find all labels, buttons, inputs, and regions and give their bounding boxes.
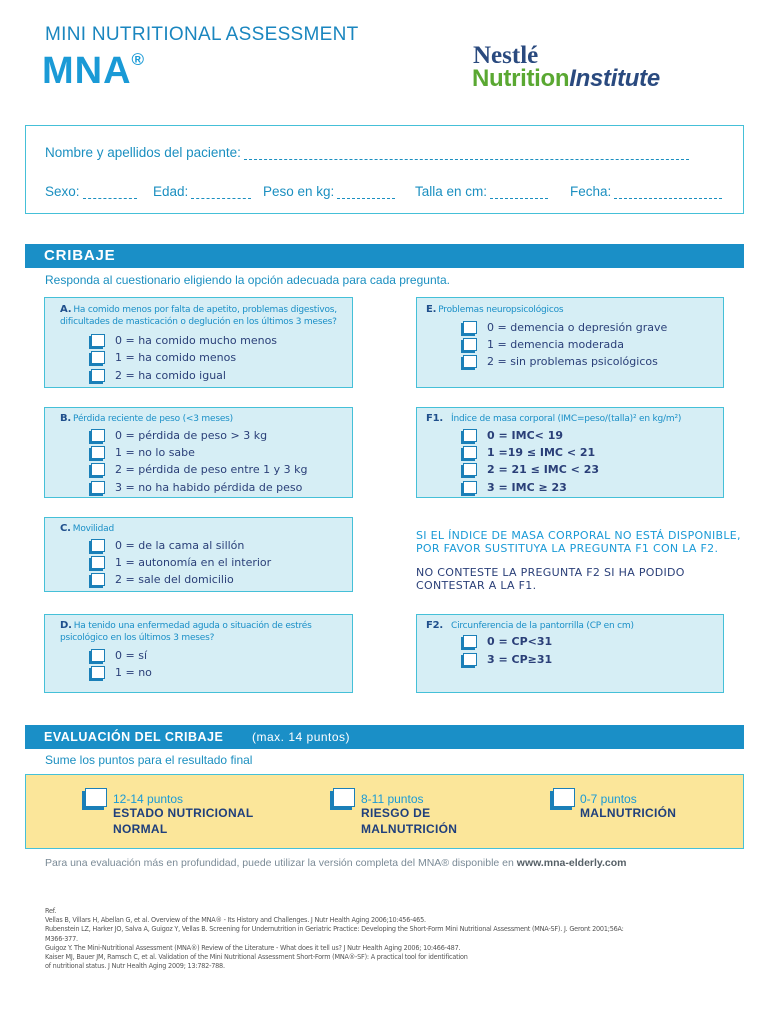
reference-line: Rubenstein LZ, Harker JO, Salva A, Guigoz Y, Vellas B. Screening for Undernutrition in Geriatric Practice: Developing the Short-Form Mini Nutritional Assessment (MNA-SF). J. Geront 2001;56A: xyxy=(45,924,624,934)
question-f2-title xyxy=(426,620,634,632)
question-e-box xyxy=(416,297,724,388)
age-field[interactable] xyxy=(153,184,251,199)
option-f2-0[interactable] xyxy=(463,635,552,648)
height-field[interactable] xyxy=(415,184,548,199)
option-b-2[interactable] xyxy=(91,463,307,476)
option-f1-2[interactable] xyxy=(463,463,599,476)
reference-line: Vellas B, Villars H, Abellan G, et al. Overview of the MNA® - Its History and Challenges. J Nutr Health Aging 2006;10:456-465. xyxy=(45,915,426,925)
checkbox[interactable] xyxy=(91,556,105,569)
option-label: 2 = pérdida de peso entre 1 y 3 kg xyxy=(115,463,308,476)
nestle-nutrition-institute-logo xyxy=(472,42,732,92)
question-b-line1: Pérdida reciente de peso (<3 meses) xyxy=(73,414,233,424)
question-a-line1: Ha comido menos por falta de apetito, problemas digestivos, xyxy=(73,305,337,315)
result-risk-checkbox[interactable] xyxy=(333,788,355,807)
checkbox[interactable] xyxy=(91,334,105,347)
date-label: Fecha: xyxy=(570,184,612,199)
references xyxy=(45,906,624,970)
checkbox[interactable] xyxy=(463,463,477,476)
f2-note xyxy=(416,566,685,592)
question-d-line2: psicológico en los últimos 3 meses? xyxy=(60,633,215,643)
question-d-line1: Ha tenido una enfermedad aguda o situación de estrés xyxy=(73,621,312,631)
age-label: Edad: xyxy=(153,184,189,199)
result-normal-checkbox[interactable] xyxy=(85,788,107,807)
option-e-2[interactable] xyxy=(463,355,658,368)
logo-institute-word: Institute xyxy=(569,65,660,92)
option-label: 3 = CP≥31 xyxy=(487,653,553,666)
date-line[interactable] xyxy=(614,187,722,199)
form-title-text: MNA xyxy=(42,50,132,92)
checkbox[interactable] xyxy=(91,429,105,442)
question-f2-letter: F2. xyxy=(426,620,443,631)
option-label: 0 = sí xyxy=(115,649,147,662)
evaluation-section-header xyxy=(25,725,744,749)
option-label: 1 = no lo sabe xyxy=(115,446,195,459)
patient-info-box xyxy=(25,125,744,214)
screening-section-header xyxy=(25,244,744,268)
option-c-2[interactable] xyxy=(91,573,234,586)
option-b-1[interactable] xyxy=(91,446,195,459)
sex-label: Sexo: xyxy=(45,184,80,199)
logo-nestle-text: Nestlé xyxy=(473,42,539,69)
option-label: 3 = no ha habido pérdida de peso xyxy=(115,481,303,494)
question-f2-box xyxy=(416,614,724,693)
option-label: 2 = 21 ≤ IMC < 23 xyxy=(487,463,600,476)
question-e-letter: E. xyxy=(426,304,437,315)
question-a-letter: A. xyxy=(60,304,72,315)
weight-line[interactable] xyxy=(337,187,395,199)
weight-label: Peso en kg: xyxy=(263,184,335,199)
bmi-note xyxy=(416,529,741,555)
option-label: 2 = ha comido igual xyxy=(115,369,226,382)
checkbox[interactable] xyxy=(91,369,105,382)
weight-field[interactable] xyxy=(263,184,395,199)
question-f1-line1: Índice de masa corporal (IMC=peso/(talla)² en kg/m²) xyxy=(451,414,682,424)
question-a-box xyxy=(44,297,353,388)
evaluation-title: EVALUACIÓN DEL CRIBAJE xyxy=(44,730,224,744)
option-label: 2 = sin problemas psicológicos xyxy=(487,355,658,368)
bmi-note-line2: POR FAVOR SUSTITUYA LA PREGUNTA F1 CON LA F2. xyxy=(416,542,719,555)
option-e-1[interactable] xyxy=(463,338,624,351)
option-label: 1 = demencia moderada xyxy=(487,338,624,351)
option-label: 0 = de la cama al sillón xyxy=(115,539,245,552)
option-f1-0[interactable] xyxy=(463,429,563,442)
question-e-line1: Problemas neuropsicológicos xyxy=(438,305,564,315)
f2-note-line1: NO CONTESTE LA PREGUNTA F2 SI HA PODIDO xyxy=(416,566,685,579)
question-a-line2: dificultades de masticación o deglución en los últimos 3 meses? xyxy=(60,317,337,327)
form-title xyxy=(42,50,145,93)
height-label: Talla en cm: xyxy=(415,184,488,199)
screening-instruction: Responda al cuestionario eligiendo la opción adecuada para cada pregunta. xyxy=(45,273,450,287)
bmi-note-line1: SI EL ÍNDICE DE MASA CORPORAL NO ESTÁ DISPONIBLE, xyxy=(416,529,741,542)
result-normal-line1: ESTADO NUTRICIONAL xyxy=(113,806,254,820)
checkbox[interactable] xyxy=(91,539,105,552)
footnote-text: Para una evaluación más en profundidad, puede utilizar la versión completa del MNA® disponible en xyxy=(45,857,517,869)
evaluation-max: (max. 14 puntos) xyxy=(252,730,351,744)
question-c-letter: C. xyxy=(60,523,71,534)
option-label: 0 = IMC< 19 xyxy=(487,429,563,442)
question-f1-letter: F1. xyxy=(426,413,443,424)
checkbox[interactable] xyxy=(91,481,105,494)
checkbox[interactable] xyxy=(463,481,477,494)
option-f1-3[interactable] xyxy=(463,481,567,494)
result-risk-line2: MALNUTRICIÓN xyxy=(361,822,458,836)
question-d-letter: D. xyxy=(60,620,72,631)
reference-line: of nutritional status. J Nutr Health Aging 2009; 13:782-788. xyxy=(45,961,225,971)
date-field[interactable] xyxy=(570,184,722,199)
checkbox[interactable] xyxy=(91,573,105,586)
patient-name-field[interactable] xyxy=(45,145,689,160)
reference-line: Ref. xyxy=(45,906,57,915)
option-label: 0 = demencia o depresión grave xyxy=(487,321,668,334)
question-f1-title xyxy=(426,413,681,425)
checkbox[interactable] xyxy=(463,355,477,368)
checkbox[interactable] xyxy=(463,321,477,334)
option-label: 3 = IMC ≥ 23 xyxy=(487,481,567,494)
evaluation-instruction: Sume los puntos para el resultado final xyxy=(45,753,253,767)
checkbox[interactable] xyxy=(91,351,105,364)
reference-line: Guigoz Y. The Mini-Nutritional Assessment (MNA®) Review of the Literature - What does it tell us? J Nutr Health Aging 2006; 10:466-487. xyxy=(45,942,461,952)
form-subtitle: MINI NUTRITIONAL ASSESSMENT xyxy=(45,24,359,45)
checkbox[interactable] xyxy=(463,338,477,351)
option-e-0[interactable] xyxy=(463,321,667,334)
option-a-0[interactable] xyxy=(91,334,277,347)
question-b-letter: B. xyxy=(60,413,72,424)
height-line[interactable] xyxy=(490,187,548,199)
sex-line[interactable] xyxy=(83,187,137,199)
option-b-3[interactable] xyxy=(91,481,302,494)
option-a-2[interactable] xyxy=(91,369,226,382)
option-label: 2 = sale del domicilio xyxy=(115,573,234,586)
patient-name-line[interactable] xyxy=(244,148,689,160)
question-c-box xyxy=(44,517,353,592)
question-c-line1: Movilidad xyxy=(72,524,114,534)
result-normal-range: 12-14 puntos xyxy=(113,792,184,806)
screening-title: CRIBAJE xyxy=(44,247,116,264)
result-risk-label xyxy=(361,805,457,837)
option-label: 1 =19 ≤ IMC < 21 xyxy=(487,446,596,459)
question-f1-box xyxy=(416,407,724,498)
option-f2-1[interactable] xyxy=(463,653,552,666)
reference-line: M366-377. xyxy=(45,933,78,943)
question-d-box xyxy=(44,614,353,693)
result-normal-label xyxy=(113,805,254,837)
option-label: 1 = no xyxy=(115,666,152,679)
option-label: 1 = autonomía en el interior xyxy=(115,556,272,569)
checkbox[interactable] xyxy=(463,635,477,648)
question-f2-line1: Circunferencia de la pantorrilla (CP en cm) xyxy=(451,621,634,631)
result-risk-range: 8-11 puntos xyxy=(361,792,424,806)
option-label: 1 = ha comido menos xyxy=(115,351,237,364)
mna-website-link[interactable]: www.mna-elderly.com xyxy=(516,857,627,869)
question-a-title xyxy=(60,304,337,328)
registered-mark: ® xyxy=(131,50,146,70)
f2-note-line2: CONTESTAR A LA F1. xyxy=(416,579,537,592)
checkbox[interactable] xyxy=(463,446,477,459)
option-f1-1[interactable] xyxy=(463,446,595,459)
result-malnutrition-checkbox[interactable] xyxy=(553,788,575,807)
checkbox[interactable] xyxy=(91,463,105,476)
result-normal-line2: NORMAL xyxy=(113,822,168,836)
checkbox[interactable] xyxy=(91,446,105,459)
option-label: 0 = pérdida de peso > 3 kg xyxy=(115,429,268,442)
footnote xyxy=(45,857,626,869)
checkbox[interactable] xyxy=(463,429,477,442)
option-c-0[interactable] xyxy=(91,539,244,552)
option-d-1[interactable] xyxy=(91,666,152,679)
logo-nni-text xyxy=(472,65,660,93)
option-b-0[interactable] xyxy=(91,429,267,442)
checkbox[interactable] xyxy=(463,653,477,666)
question-c-title xyxy=(60,523,114,535)
option-label: 0 = ha comido mucho menos xyxy=(115,334,278,347)
question-b-title xyxy=(60,413,233,425)
result-malnutrition-line1: MALNUTRICIÓN xyxy=(580,806,677,820)
patient-name-label: Nombre y apellidos del paciente: xyxy=(45,145,241,160)
result-malnutrition-label xyxy=(580,805,676,821)
question-b-box xyxy=(44,407,353,498)
option-d-0[interactable] xyxy=(91,649,147,662)
reference-line: Kaiser MJ, Bauer JM, Ramsch C, et al. Validation of the Mini Nutritional Assessment Short-Form (MNA®-SF): A practical tool for identification xyxy=(45,952,468,962)
question-e-title xyxy=(426,304,563,316)
question-d-title xyxy=(60,620,312,644)
option-label: 0 = CP<31 xyxy=(487,635,553,648)
checkbox[interactable] xyxy=(91,649,105,662)
result-malnutrition-range: 0-7 puntos xyxy=(580,792,637,806)
result-risk-line1: RIESGO DE xyxy=(361,806,431,820)
result-box xyxy=(25,774,744,849)
logo-nutrition-word: Nutrition xyxy=(472,65,570,92)
option-a-1[interactable] xyxy=(91,351,236,364)
age-line[interactable] xyxy=(191,187,251,199)
checkbox[interactable] xyxy=(91,666,105,679)
sex-field[interactable] xyxy=(45,184,137,199)
option-c-1[interactable] xyxy=(91,556,271,569)
